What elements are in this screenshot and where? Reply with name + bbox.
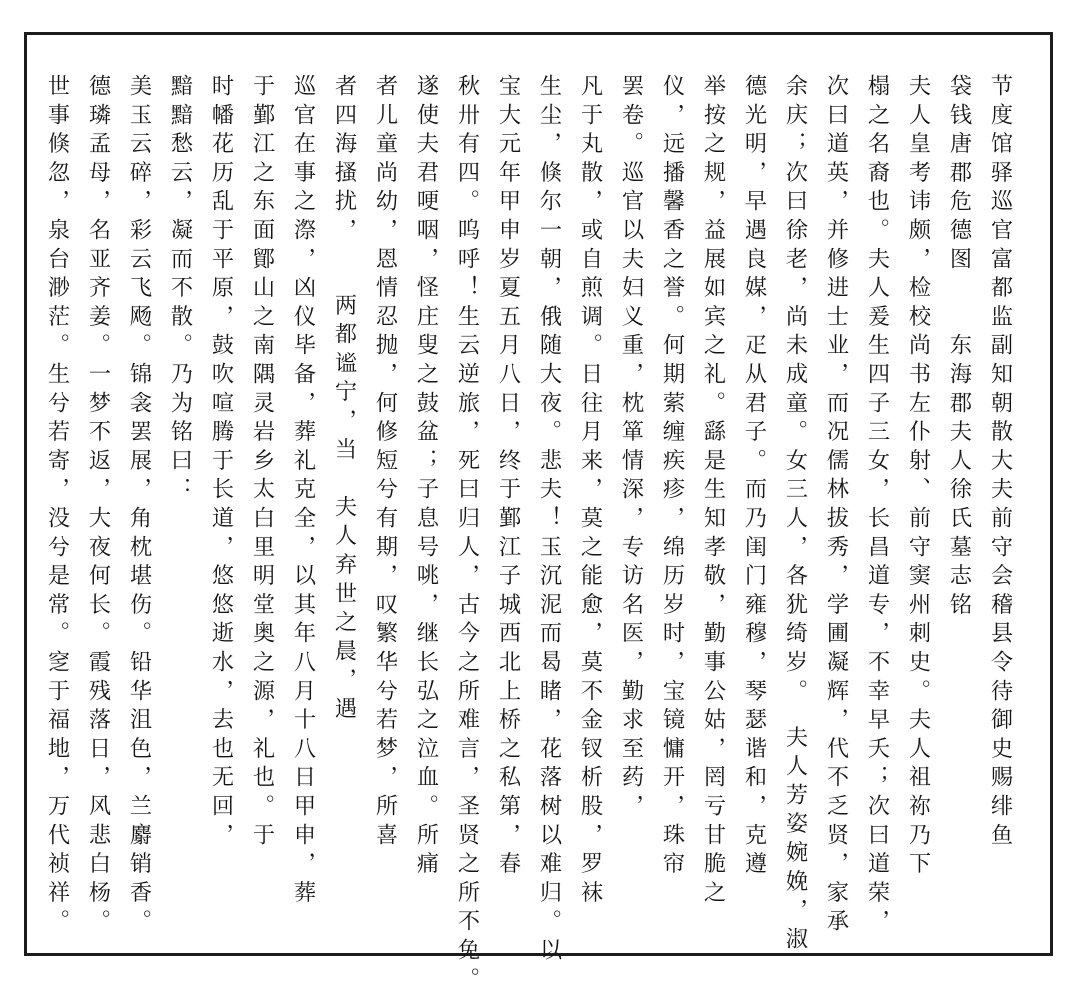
text-column-21: 黯黯愁云，凝而不散。乃为铭曰： — [167, 74, 193, 506]
text-column-10: 罢卷。巡官以夫妇义重，枕箪情深，专访名医，勤求至药， — [618, 74, 644, 823]
text-column-23: 德璘孟母，名亚齐姜。一梦不返，大夜何长。霞残落日，风悲白杨。 — [85, 74, 111, 938]
text-column-1: 节度馆驿巡官富都监副知朝散大夫前守会稽县令待御史赐绯鱼 — [987, 74, 1013, 852]
text-column-5: 次曰道英，并修进士业，而况儒林拔秀，学圃凝辉，代不乏贤，家承 — [823, 74, 849, 938]
text-column-16: 者儿童尚幼，恩情忍抛，何修短兮有期，叹繁华兮若梦，所喜 — [372, 74, 398, 852]
text-column-15: 遂使夫君哽咽，怪庄叟之鼓盆；子息号咷，继长弘之泣血。所痛 — [413, 74, 439, 881]
text-column-20: 时幡花历乱于平原，鼓吹喧腾于长道，悠悠逝水，去也无回， — [208, 74, 234, 852]
text-column-6: 余庆；次曰徐老，尚未成童。女三人，各犹绮岁。 夫人芳姿婉娩，淑 — [782, 74, 808, 956]
epitaph-text-block — [44, 74, 1020, 996]
text-column-17: 者四海搔扰， 两都谧宁，当 夫人弃世之晨，遇 — [331, 74, 357, 726]
text-column-19: 于鄞江之东面鄮山之南隅灵岩乡太白里明堂奥之源，礼也。于 — [249, 74, 275, 852]
text-column-3: 夫人皇考讳颇，检校尚书左仆射、前守窦州刺史。夫人祖祢乃下 — [905, 74, 931, 881]
text-column-9: 仪，远播馨香之誉。何期萦缠疾疹，绵历岁时，宝镜慵开，珠帘 — [659, 74, 685, 881]
text-column-24: 世事倏忽，泉台渺茫。生兮若寄，没兮是常。窆于福地，万代祯祥。 — [44, 74, 70, 938]
text-column-13: 宝大元年甲申岁夏五月八日，终于鄞江子城西北上桥之私第，春 — [495, 74, 521, 881]
text-column-14: 秋卅有四。呜呼！生云逆旅，死曰归人，古今之所难言，圣贤之所不免。 — [454, 74, 480, 996]
text-column-4: 榻之名裔也。夫人爰生四子三女，长昌道专，不幸早夭；次曰道荣， — [864, 74, 890, 938]
text-column-8: 举按之规，益展如宾之礼。繇是生知孝敬，勤事公姑，罔亏甘脆之 — [700, 74, 726, 910]
text-column-11: 凡于丸散，或自煎调。日往月来，莫之能愈，莫不金钗析股，罗袜 — [577, 74, 603, 910]
text-column-22: 美玉云碎，彩云飞飏。锦衾罢展，角枕堪伤。铅华沮色，兰麝销香。 — [126, 74, 152, 938]
text-column-12: 生尘，倏尔一朝，俄随大夜。悲夫！玉沉泥而曷睹，花落树以难归。以 — [536, 74, 562, 967]
text-column-18: 巡官在事之漈，凶仪毕备，葬礼克全，以其年八月十八日甲申，葬 — [290, 74, 316, 910]
text-column-2: 袋钱唐郡危德图 东海郡夫人徐氏墓志铭 — [946, 74, 972, 622]
text-column-7: 德光明，早遇良媒，疋从君子。而乃闺门雍穆，琴瑟谐和，克遵 — [741, 74, 767, 881]
